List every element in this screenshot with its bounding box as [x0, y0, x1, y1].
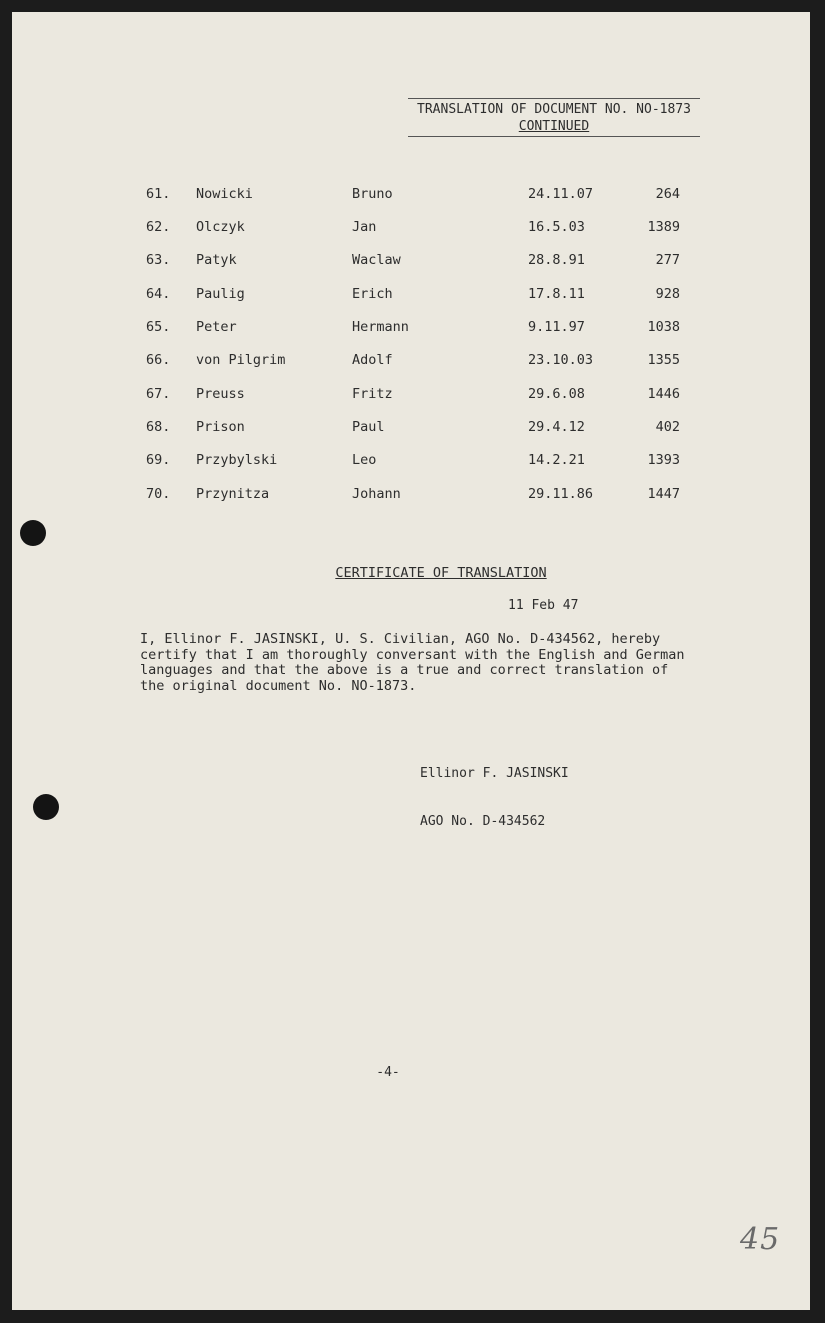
entry-birth-date: 24.11.07: [528, 186, 594, 202]
entry-birth-date: 28.8.91: [528, 252, 585, 268]
list-item: [12, 250, 810, 270]
list-item: [12, 384, 810, 404]
certificate-date: 11 Feb 47: [508, 598, 579, 613]
entry-first-name: Adolf: [352, 352, 393, 368]
list-item: [12, 317, 810, 337]
entry-birth-date: 29.6.08: [528, 386, 585, 402]
entry-birth-date: 17.8.11: [528, 286, 585, 302]
list-item: [12, 184, 810, 204]
entry-number: 63.: [146, 252, 171, 268]
entry-surname: Przybylski: [196, 452, 278, 468]
entry-first-name: Jan: [352, 219, 377, 235]
certificate-title: CERTIFICATE OF TRANSLATION: [335, 565, 547, 581]
header-title: TRANSLATION OF DOCUMENT NO. NO-1873: [417, 102, 691, 117]
entry-first-name: Bruno: [352, 186, 393, 202]
signature-block: [420, 734, 569, 862]
list-item: [12, 284, 810, 304]
entry-number-id: 264: [655, 186, 680, 202]
entry-birth-date: 9.11.97: [528, 319, 585, 335]
entry-first-name: Waclaw: [352, 252, 401, 268]
entry-surname: Nowicki: [196, 186, 253, 202]
entry-surname: Paulig: [196, 286, 245, 302]
entry-number: 70.: [146, 486, 171, 502]
list-item: [12, 417, 810, 437]
header-continued: CONTINUED: [518, 119, 590, 134]
entry-surname: Olczyk: [196, 219, 245, 235]
entry-number: 69.: [146, 452, 171, 468]
entry-number-id: 1446: [647, 386, 680, 402]
entry-surname: Preuss: [196, 386, 245, 402]
signature-name: Ellinor F. JASINSKI: [420, 766, 569, 781]
entry-number: 61.: [146, 186, 171, 202]
entry-first-name: Johann: [352, 486, 401, 502]
punch-hole: [33, 794, 59, 820]
list-item: [12, 484, 810, 504]
page-number: -4-: [376, 1065, 400, 1080]
entry-number-id: 402: [655, 419, 680, 435]
entry-number-id: 1447: [647, 486, 680, 502]
entry-birth-date: 23.10.03: [528, 352, 594, 368]
entry-number-id: 928: [655, 286, 680, 302]
entry-first-name: Leo: [352, 452, 377, 468]
entry-number-id: 1038: [647, 319, 680, 335]
certificate-body: I, Ellinor F. JASINSKI, U. S. Civilian, AGO No. D-434562, hereby certify that I am thoroughly conversant with the English and German languages and that the above is a true and correct translation of the original document No. NO-1873.: [140, 631, 685, 694]
entry-birth-date: 16.5.03: [528, 219, 585, 235]
entry-number-id: 1355: [647, 352, 680, 368]
entry-number: 66.: [146, 352, 171, 368]
document-header: [408, 98, 700, 137]
entry-number: 65.: [146, 319, 171, 335]
document-page: [12, 12, 810, 1310]
entry-surname: Prison: [196, 419, 245, 435]
entry-birth-date: 29.4.12: [528, 419, 585, 435]
entry-first-name: Hermann: [352, 319, 409, 335]
entry-first-name: Paul: [352, 419, 385, 435]
entry-surname: von Pilgrim: [196, 352, 286, 368]
entry-number-id: 1393: [647, 452, 680, 468]
entry-number: 68.: [146, 419, 171, 435]
punch-hole: [20, 520, 46, 546]
archive-page-number: 45: [740, 1222, 781, 1257]
entry-number: 64.: [146, 286, 171, 302]
entry-number: 67.: [146, 386, 171, 402]
entry-first-name: Erich: [352, 286, 393, 302]
entry-number-id: 277: [655, 252, 680, 268]
entry-number: 62.: [146, 219, 171, 235]
entry-birth-date: 14.2.21: [528, 452, 585, 468]
list-item: [12, 217, 810, 237]
list-item: [12, 350, 810, 370]
entry-birth-date: 29.11.86: [528, 486, 594, 502]
entry-first-name: Fritz: [352, 386, 393, 402]
entry-surname: Patyk: [196, 252, 237, 268]
entry-number-id: 1389: [647, 219, 680, 235]
signature-ago-number: AGO No. D-434562: [420, 814, 546, 829]
list-item: [12, 450, 810, 470]
entry-surname: Peter: [196, 319, 237, 335]
entry-surname: Przynitza: [196, 486, 270, 502]
